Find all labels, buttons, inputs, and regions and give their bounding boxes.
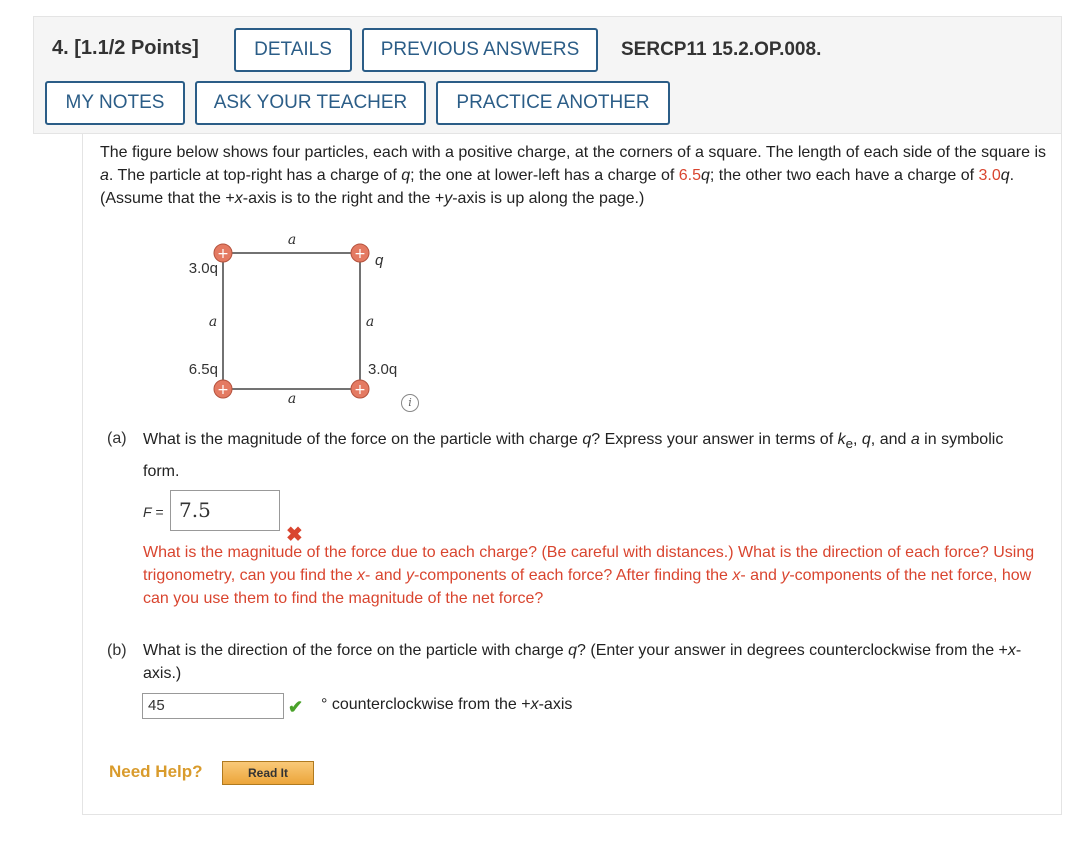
part-a-question: What is the magnitude of the force on the particle with charge q? Express your answer in terms of $k_e$, q, and a in symbolic form. bbox=[143, 431, 1004, 481]
question-body bbox=[82, 134, 1062, 815]
question-points: [1.1/2 Points] bbox=[74, 37, 199, 59]
side-label-right: a bbox=[365, 314, 375, 330]
read-it-button[interactable]: Read It bbox=[222, 761, 314, 785]
problem-id: SERCP11 15.2.OP.008. bbox=[621, 39, 822, 60]
my-notes-button[interactable]: MY NOTES bbox=[45, 81, 185, 125]
details-button[interactable]: DETAILS bbox=[234, 28, 352, 72]
label-bottom-left-charge: 6.5q bbox=[188, 361, 218, 378]
need-help-label: Need Help? bbox=[109, 762, 203, 781]
charge-top-right bbox=[351, 244, 369, 262]
part-a-answer-input[interactable]: 7.5 bbox=[170, 490, 280, 531]
info-icon[interactable]: i bbox=[401, 394, 419, 412]
charge-square-figure bbox=[173, 226, 433, 416]
correct-check-icon: ✔ bbox=[288, 697, 304, 717]
label-top-left-charge: 3.0q bbox=[188, 260, 218, 277]
charge-bottom-left bbox=[214, 380, 232, 398]
part-b-answer-input[interactable]: 45 bbox=[142, 693, 284, 719]
svg-text:+: + bbox=[354, 382, 366, 398]
label-bottom-right-charge: 3.0q bbox=[368, 361, 398, 378]
question-header bbox=[33, 16, 1062, 134]
part-a-feedback: What is the magnitude of the force due to each charge? (Be careful with distances.) What is the direction of each force? Using trigonometry, can you find the x- and y-components of each force? After finding the x- and y-components of the net force, how can you use them to find the magnitude of the net force? bbox=[143, 544, 1035, 607]
part-b-question: What is the direction of the force on the particle with charge q? (Enter your answer in degrees counterclockwise from the +x-axis.) bbox=[143, 642, 1022, 682]
part-b-unit-label: ° counterclockwise from the +x-axis bbox=[321, 696, 573, 713]
previous-answers-button[interactable]: PREVIOUS ANSWERS bbox=[362, 28, 598, 72]
svg-text:+: + bbox=[354, 246, 366, 262]
incorrect-x-icon: ✖ bbox=[286, 524, 303, 546]
problem-statement: The figure below shows four particles, each with a positive charge, at the corners of a square. The length of each side of the square is a. The particle at top-right has a charge of q; the one at lower-left has a charge of 6.5q; the other two each have a charge of 3.0q. (Assume that the +x-axis is to the right and the +y-axis is up along the page.) bbox=[100, 144, 1047, 207]
part-b-label: (b) bbox=[107, 642, 127, 659]
square-outline bbox=[223, 253, 360, 389]
charge-bottom-right bbox=[351, 380, 369, 398]
question-title bbox=[52, 37, 199, 60]
part-a-answer-label: F = bbox=[143, 504, 164, 520]
part-a-label: (a) bbox=[107, 430, 127, 447]
svg-text:+: + bbox=[217, 382, 229, 398]
question-number: 4. bbox=[52, 37, 69, 59]
side-label-left: a bbox=[208, 314, 218, 330]
side-label-bottom: a bbox=[287, 391, 297, 407]
svg-text:+: + bbox=[217, 246, 229, 262]
side-label-top: a bbox=[287, 232, 297, 248]
ask-your-teacher-button[interactable]: ASK YOUR TEACHER bbox=[195, 81, 426, 125]
label-top-right-charge: q bbox=[375, 252, 384, 269]
practice-another-button[interactable]: PRACTICE ANOTHER bbox=[436, 81, 670, 125]
